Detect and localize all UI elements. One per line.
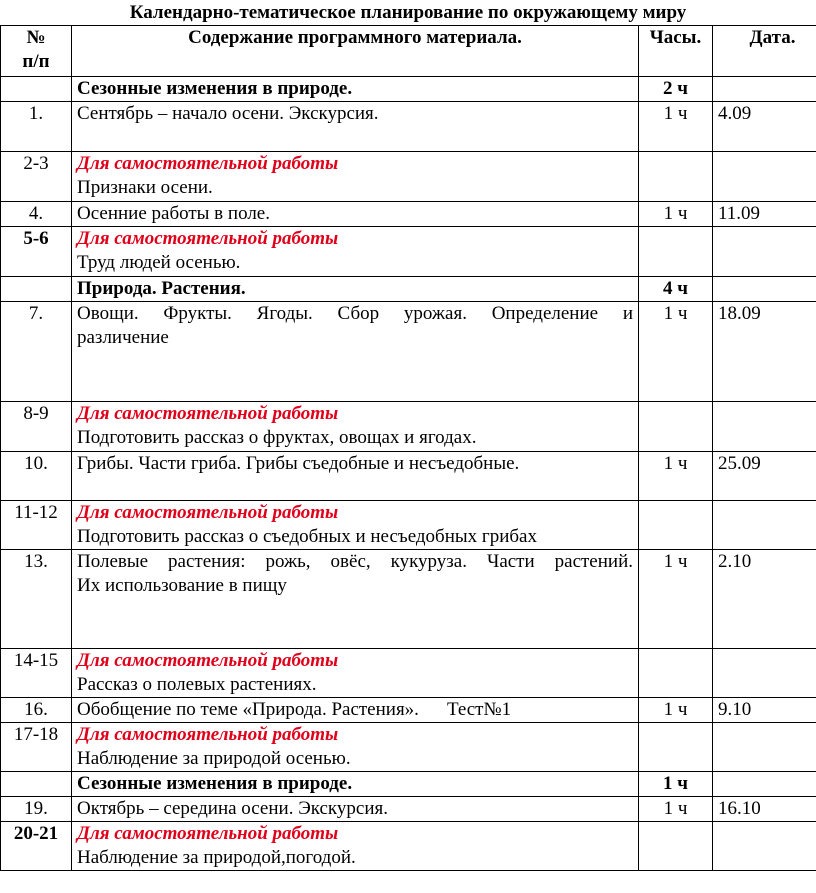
- row-topic: [72, 501, 639, 550]
- section-row: [1, 277, 816, 302]
- header-date: Дата.: [713, 26, 816, 77]
- row-num: 2-3: [1, 152, 72, 202]
- row-topic: [72, 723, 639, 772]
- row-topic-text: Наблюдение за природой осенью.: [77, 748, 351, 769]
- table-row: [1, 649, 816, 698]
- row-hours: 1 ч: [639, 202, 713, 227]
- row-topic-text: Рассказ о полевых растениях.: [77, 674, 317, 695]
- row-topic: [72, 302, 639, 402]
- table-row: [1, 302, 816, 402]
- row-test-label: Тест№1: [446, 699, 512, 720]
- header-content: Содержание программного материала.: [72, 26, 639, 77]
- row-topic-line2: различение: [77, 327, 169, 348]
- row-hours: [639, 501, 713, 550]
- row-num: 14-15: [1, 649, 72, 698]
- table-row: [1, 227, 816, 277]
- table-row: [1, 822, 816, 871]
- row-hours: [639, 822, 713, 871]
- row-hours: 1 ч: [639, 452, 713, 501]
- row-hours: [639, 227, 713, 277]
- section-num-cell: [1, 772, 72, 797]
- table-row: [1, 452, 816, 501]
- row-topic: Сентябрь – начало осени. Экскурсия.: [72, 102, 639, 152]
- table-row: [1, 501, 816, 550]
- self-work-label: Для самостоятельной работы: [77, 403, 339, 424]
- row-num: 20-21: [1, 822, 72, 871]
- row-topic: [72, 649, 639, 698]
- row-hours: 1 ч: [639, 102, 713, 152]
- row-date: [713, 501, 816, 550]
- row-topic: [72, 152, 639, 202]
- section-row: [1, 772, 816, 797]
- row-hours: [639, 152, 713, 202]
- section-hours: 2 ч: [639, 77, 713, 102]
- section-title: Сезонные изменения в природе.: [72, 772, 639, 797]
- row-topic-line1: Полевые растения: рожь, овёс, кукуруза. Части растений.: [77, 551, 633, 572]
- table-row: [1, 550, 816, 649]
- row-date: [713, 649, 816, 698]
- row-hours: [639, 723, 713, 772]
- row-topic: [72, 227, 639, 277]
- row-hours: 1 ч: [639, 698, 713, 723]
- row-topic-text: Обобщение по теме «Природа. Растения».: [77, 699, 419, 720]
- row-topic-text: Труд людей осенью.: [77, 252, 241, 273]
- section-num-cell: [1, 77, 72, 102]
- table-row: [1, 797, 816, 822]
- section-date-cell: [713, 772, 816, 797]
- row-num: 8-9: [1, 402, 72, 452]
- table-row: [1, 698, 816, 723]
- section-hours: 1 ч: [639, 772, 713, 797]
- row-num: 17-18: [1, 723, 72, 772]
- row-date: [713, 152, 816, 202]
- row-date: 4.09: [713, 102, 816, 152]
- header-hours: Часы.: [639, 26, 713, 77]
- header-num: [1, 26, 72, 77]
- self-work-label: Для самостоятельной работы: [77, 650, 339, 671]
- self-work-label: Для самостоятельной работы: [77, 724, 339, 745]
- self-work-label: Для самостоятельной работы: [77, 823, 339, 844]
- row-num: 11-12: [1, 501, 72, 550]
- row-topic: Грибы. Части гриба. Грибы съедобные и несъедобные.: [72, 452, 639, 501]
- row-date: 2.10: [713, 550, 816, 649]
- table-row: [1, 102, 816, 152]
- row-date: [713, 723, 816, 772]
- table-row: [1, 202, 816, 227]
- row-hours: 1 ч: [639, 550, 713, 649]
- row-num: 16.: [1, 698, 72, 723]
- self-work-label: Для самостоятельной работы: [77, 153, 339, 174]
- header-num-line1: №: [26, 27, 46, 48]
- row-date: [713, 822, 816, 871]
- row-num: 4.: [1, 202, 72, 227]
- section-num-cell: [1, 277, 72, 302]
- row-hours: 1 ч: [639, 302, 713, 402]
- row-hours: [639, 402, 713, 452]
- row-num: 5-6: [1, 227, 72, 277]
- row-topic-text: Наблюдение за природой,погодой.: [77, 847, 356, 868]
- row-date: 16.10: [713, 797, 816, 822]
- row-num: 7.: [1, 302, 72, 402]
- row-topic: Октябрь – середина осени. Экскурсия.: [72, 797, 639, 822]
- row-topic-text: Подготовить рассказ о фруктах, овощах и ягодах.: [77, 427, 477, 448]
- table-header-row: [1, 26, 816, 77]
- self-work-label: Для самостоятельной работы: [77, 502, 339, 523]
- planning-table: [0, 25, 816, 871]
- row-date: [713, 227, 816, 277]
- row-num: 10.: [1, 452, 72, 501]
- row-topic-text: Подготовить рассказ о съедобных и несъедобных грибах: [77, 526, 537, 547]
- section-row: [1, 77, 816, 102]
- row-topic: Осенние работы в поле.: [72, 202, 639, 227]
- page-title: Календарно-тематическое планирование по окружающему миру: [129, 2, 687, 23]
- section-title: Природа. Растения.: [72, 277, 639, 302]
- section-hours: 4 ч: [639, 277, 713, 302]
- row-date: 18.09: [713, 302, 816, 402]
- row-date: 11.09: [713, 202, 816, 227]
- row-topic-line2: Их использование в пищу: [77, 575, 287, 596]
- row-topic-text: Признаки осени.: [77, 177, 213, 198]
- row-num: 19.: [1, 797, 72, 822]
- row-topic: [72, 550, 639, 649]
- row-date: 9.10: [713, 698, 816, 723]
- header-num-line2: п/п: [22, 51, 50, 72]
- row-topic-line1: Овощи. Фрукты. Ягоды. Сбор урожая. Определение и: [77, 303, 633, 324]
- self-work-label: Для самостоятельной работы: [77, 228, 339, 249]
- row-date: 25.09: [713, 452, 816, 501]
- row-hours: [639, 649, 713, 698]
- section-title: Сезонные изменения в природе.: [72, 77, 639, 102]
- section-date-cell: [713, 277, 816, 302]
- row-num: 13.: [1, 550, 72, 649]
- row-date: [713, 402, 816, 452]
- row-topic: [72, 402, 639, 452]
- row-topic: [72, 698, 639, 723]
- section-date-cell: [713, 77, 816, 102]
- row-num: 1.: [1, 102, 72, 152]
- row-hours: 1 ч: [639, 797, 713, 822]
- table-row: [1, 152, 816, 202]
- row-topic: [72, 822, 639, 871]
- table-row: [1, 402, 816, 452]
- table-row: [1, 723, 816, 772]
